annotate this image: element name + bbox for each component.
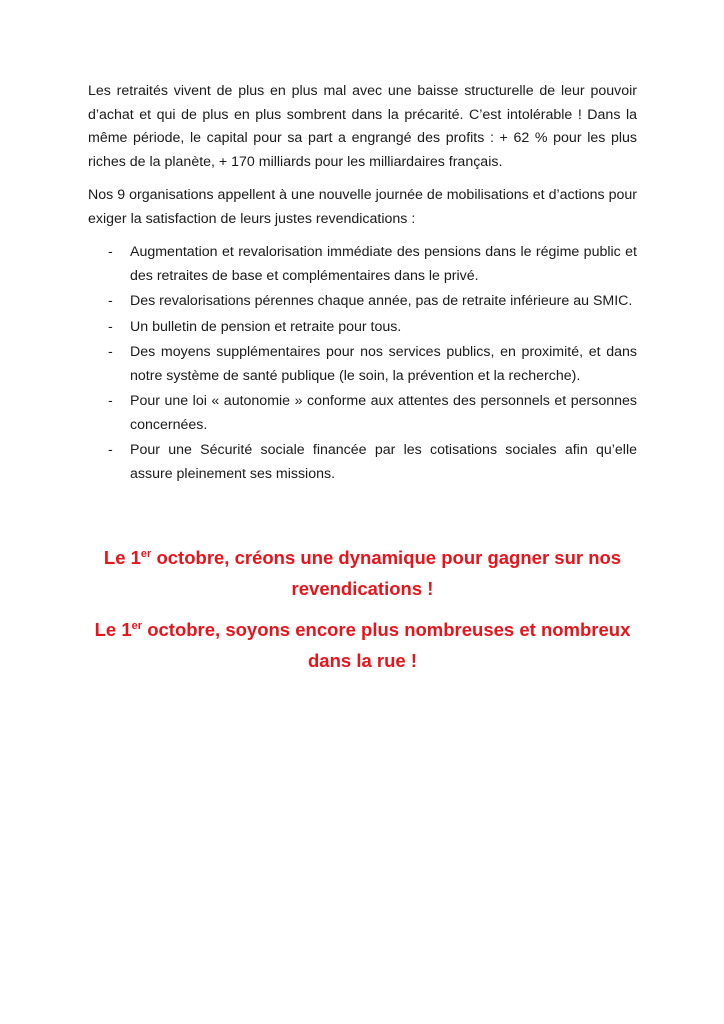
callout-lead: Le 1 bbox=[103, 547, 141, 568]
list-item bbox=[88, 390, 637, 437]
document-page bbox=[88, 80, 637, 676]
demand-text: Des revalorisations pérennes chaque année, pas de retraite inférieure au SMIC. bbox=[130, 293, 633, 309]
callout-rest: octobre, créons une dynamique pour gagner sur nos revendications ! bbox=[151, 547, 622, 599]
callout-ordinal-suffix: er bbox=[140, 547, 152, 560]
callout-ordinal-suffix: er bbox=[131, 619, 143, 632]
list-item bbox=[88, 439, 637, 486]
list-item bbox=[88, 341, 637, 388]
bullet-dash: - bbox=[108, 442, 113, 458]
callout-dynamic bbox=[88, 542, 637, 604]
list-item bbox=[88, 316, 637, 340]
demand-text: Pour une Sécurité sociale financée par les cotisations sociales afin qu’elle assure pleinement ses missions. bbox=[130, 442, 637, 482]
bullet-dash: - bbox=[108, 318, 113, 335]
bullet-dash: - bbox=[108, 244, 113, 260]
demand-text: Augmentation et revalorisation immédiate des pensions dans le régime public et des retraites de base et complémentaires dans le privé. bbox=[130, 244, 637, 284]
bullet-dash: - bbox=[108, 393, 113, 409]
demand-text: Des moyens supplémentaires pour nos services publics, en proximité, et dans notre système de santé publique (le soin, la prévention et la recherche). bbox=[130, 344, 637, 384]
demand-text: Un bulletin de pension et retraite pour tous. bbox=[130, 318, 402, 335]
callout-rest: octobre, soyons encore plus nombreuses et nombreux dans la rue ! bbox=[142, 619, 631, 671]
callout-street bbox=[88, 614, 637, 676]
callout-lead: Le 1 bbox=[94, 619, 132, 640]
list-item bbox=[88, 241, 637, 288]
list-item bbox=[88, 290, 637, 314]
demands-list bbox=[88, 241, 637, 486]
intro-paragraph: Les retraités vivent de plus en plus mal avec une baisse structurelle de leur pouvoir d’achat et qui de plus en plus sombrent dans la précarité. C’est intolérable ! Dans la même période, le capital pour sa part a engrangé des profits : + 62 % pour les plus riches de la planète, + 170 milliards pour les milliardaires français. bbox=[88, 83, 637, 170]
demand-text: Pour une loi « autonomie » conforme aux attentes des personnels et personnes concernées. bbox=[130, 393, 637, 433]
bullet-dash: - bbox=[108, 344, 113, 360]
bullet-dash: - bbox=[108, 293, 113, 309]
call-paragraph: Nos 9 organisations appellent à une nouvelle journée de mobilisations et d’actions pour exiger la satisfaction de leurs justes revendications : bbox=[88, 187, 637, 227]
